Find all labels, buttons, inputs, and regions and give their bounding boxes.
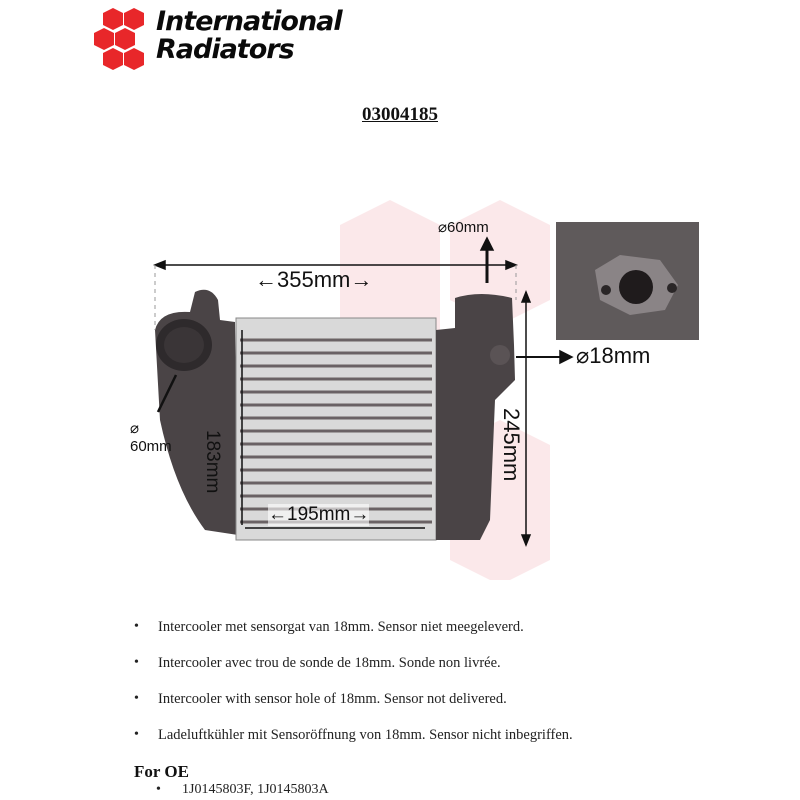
part-number: 03004185 — [362, 104, 438, 125]
overall-width-label: ←355mm→ — [255, 267, 373, 292]
diameter-icon: ⌀ — [438, 219, 448, 236]
intercooler-diagram — [0, 180, 800, 580]
oe-number-list — [156, 782, 329, 798]
brand-line-1: International — [156, 6, 342, 37]
brand-line-2: Radiators — [156, 34, 294, 65]
intercooler-illustration — [0, 180, 800, 580]
description-nl: • Intercooler met sensorgat van 18mm. Sensor niet meegeleverd. — [134, 618, 573, 654]
description-list — [134, 618, 573, 762]
overall-height-label: 245mm — [499, 408, 524, 482]
description-en: • Intercooler with sensor hole of 18mm. Sensor not delivered. — [134, 690, 573, 726]
description-de: • Ladeluftkühler mit Sensoröffnung von 18mm. Sensor nicht inbegriffen. — [134, 726, 573, 762]
outlet-diameter-label: ⌀60mm — [438, 219, 489, 236]
inlet-diameter-label: ⌀ 60mm — [130, 420, 172, 455]
oe-heading: For OE — [134, 762, 189, 781]
brand-logo — [94, 6, 384, 72]
sensor-diameter-label: ⌀18mm — [576, 343, 651, 368]
brand-name — [156, 8, 342, 64]
oe-numbers: • 1J0145803F, 1J0145803A — [156, 782, 329, 798]
diameter-icon: ⌀ — [576, 343, 590, 368]
core-height-label: 183mm — [202, 430, 223, 494]
description-fr: • Intercooler avec trou de sonde de 18mm. Sonde non livrée. — [134, 654, 573, 690]
core-width-label: ←195mm→ — [268, 504, 370, 525]
diameter-icon: ⌀ — [130, 420, 140, 437]
hexagon-logo-icon — [94, 6, 158, 72]
